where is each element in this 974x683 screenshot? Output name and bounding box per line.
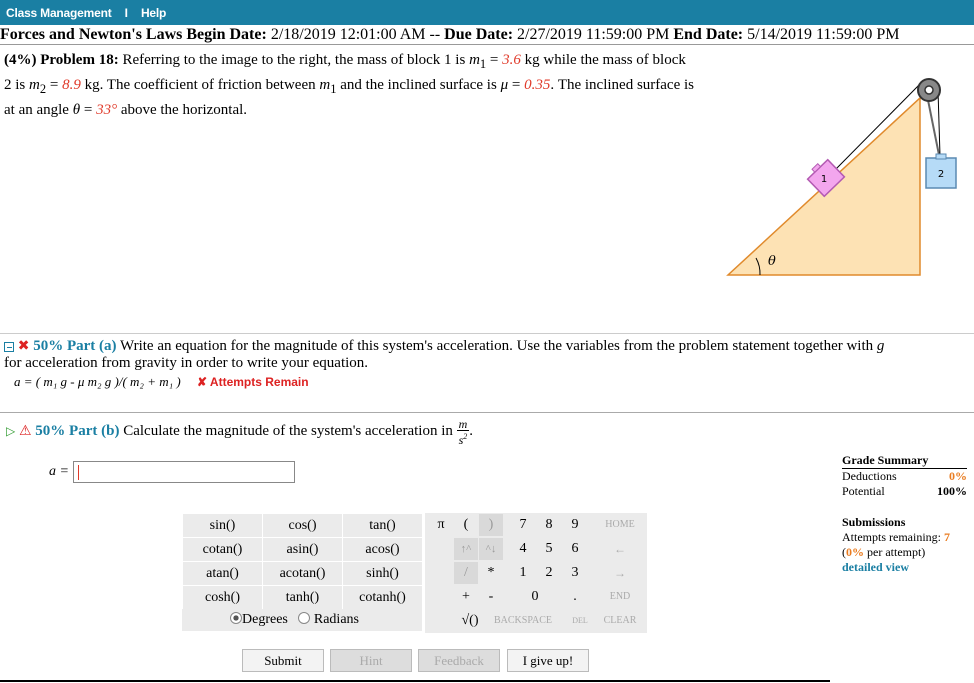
key-9[interactable]: 9 — [571, 517, 579, 532]
key-backspace[interactable]: BACKSPACE — [494, 615, 552, 626]
problem-text-1: Referring to the image to the right, the mass of block 1 is — [122, 52, 466, 68]
func-acos[interactable]: acos() — [343, 538, 423, 562]
menu-separator: I — [124, 6, 128, 20]
due-date: 2/27/2019 11:59:00 PM — [517, 26, 670, 43]
potential-value: 100% — [937, 484, 967, 498]
key-end[interactable]: END — [609, 591, 631, 602]
key-rparen[interactable]: ) — [479, 514, 503, 536]
keypad — [425, 513, 647, 633]
grade-summary-title: Grade Summary — [842, 453, 967, 469]
part-a-line-2: for acceleration from gravity in order to write your equation. — [4, 355, 369, 371]
submissions-title: Submissions — [842, 515, 906, 529]
deductions-row — [842, 469, 967, 484]
grade-summary — [842, 453, 967, 499]
block-1-label: 1 — [820, 174, 828, 185]
func-tan[interactable]: tan() — [343, 514, 423, 538]
part-a-text: Write an equation for the magnitude of this system's acceleration. Use the variables from the problem statement together with — [120, 338, 874, 354]
block-2-hook — [936, 154, 946, 159]
assignment-name: Forces and Newton's Laws — [0, 26, 183, 43]
unit-denominator — [457, 431, 470, 446]
unit-numerator: m — [458, 416, 468, 431]
m1-symbol: m — [469, 52, 480, 68]
collapse-icon[interactable] — [4, 342, 14, 352]
key-left-arrow[interactable]: ← — [614, 542, 626, 556]
part-b-text: Calculate the magnitude of the system's acceleration in — [123, 423, 453, 439]
m1-subscript-2: 1 — [330, 82, 337, 96]
begin-label: Begin Date: — [186, 26, 267, 43]
part-b-section — [0, 412, 974, 446]
potential-label: Potential — [842, 484, 885, 498]
potential-row — [842, 484, 967, 499]
func-asin[interactable]: asin() — [263, 538, 343, 562]
give-up-button[interactable]: I give up! — [507, 649, 589, 672]
key-4[interactable]: 4 — [519, 541, 527, 556]
key-pi[interactable]: π — [437, 517, 445, 532]
problem-label: Problem 18: — [40, 52, 119, 68]
date-sep: -- — [429, 26, 441, 43]
problem-text-6: above the horizontal. — [120, 102, 248, 118]
m2-value: 8.9 — [62, 77, 81, 93]
func-acotan[interactable]: acotan() — [263, 562, 343, 586]
part-b-header: ▷ ⚠ 50% Part (b) Calculate the magnitude of the system's acceleration in $\frac{m}{s^2}$ . — [6, 416, 474, 447]
attempts-label: Attempts remaining: — [842, 530, 941, 544]
end-label: End Date: — [673, 26, 744, 43]
radians-radio[interactable] — [298, 612, 310, 624]
key-5[interactable]: 5 — [545, 541, 553, 556]
key-minus[interactable]: - — [488, 589, 494, 604]
theta-symbol: θ — [72, 102, 81, 118]
problem-text-4: and the inclined surface is — [340, 77, 497, 93]
func-cos[interactable]: cos() — [263, 514, 343, 538]
deductions-label: Deductions — [842, 469, 897, 483]
key-7[interactable]: 7 — [519, 517, 527, 532]
feedback-button[interactable]: Feedback — [418, 649, 500, 672]
part-a-answer: a = ( m₁ g - μ m₂ g )/( m₂ + m₁ ) — [14, 374, 181, 389]
func-atan[interactable]: atan() — [183, 562, 263, 586]
bottom-divider — [0, 680, 830, 682]
answer-input[interactable] — [73, 461, 295, 483]
key-sqrt[interactable]: √() — [461, 613, 479, 628]
answer-label: a = — [49, 464, 69, 479]
unit-fraction — [457, 418, 470, 446]
angle-mode — [182, 609, 422, 631]
block-2-label: 2 — [937, 169, 945, 180]
unit-den-symbol: s — [458, 432, 464, 447]
part-a-label: 50% Part (a) — [33, 338, 117, 354]
deductions-value: 0% — [949, 469, 967, 483]
key-up[interactable]: ↑^ — [454, 538, 478, 560]
degrees-radio[interactable] — [230, 612, 242, 624]
key-8[interactable]: 8 — [545, 517, 553, 532]
part-a-section — [0, 333, 974, 390]
part-a-line-1 — [0, 338, 974, 355]
problem-statement: (4%) Problem 18: Referring to the image to the right, the mass of block 1 is $m_1 = 3.6$ kg while the mass of block 2 is $m_2 = 8.9$ kg. The coefficient of friction between $m_1$ and the inclined surface is μ = 0.35. The inclined surface is at an angle θ = 33° above the horizontal. — [4, 52, 695, 118]
func-cotanh[interactable]: cotanh() — [343, 586, 423, 610]
func-cosh[interactable]: cosh() — [183, 586, 263, 610]
problem-text-2: kg while the mass of block 2 is — [4, 52, 686, 93]
pulley-inner — [925, 86, 933, 94]
menu-help[interactable]: Help — [140, 6, 167, 20]
m1-subscript: 1 — [479, 57, 487, 71]
m1-symbol-2: m — [319, 77, 331, 93]
key-lparen[interactable]: ( — [463, 517, 469, 532]
func-cotan[interactable]: cotan() — [183, 538, 263, 562]
key-star[interactable]: * — [487, 565, 495, 580]
m2-symbol: m — [29, 77, 40, 93]
part-a-answer-row — [0, 374, 974, 390]
mu-value: 0.35 — [524, 77, 551, 93]
key-clear[interactable]: CLEAR — [603, 615, 637, 626]
due-label: Due Date: — [444, 26, 514, 43]
degrees-label: Degrees — [242, 612, 288, 627]
begin-date: 2/18/2019 12:01:00 AM — [270, 26, 426, 43]
angle-label: θ — [768, 254, 776, 269]
per-attempt-pct: 0% — [846, 545, 864, 559]
key-dot[interactable]: . — [573, 589, 577, 604]
submit-button[interactable]: Submit — [242, 649, 324, 672]
part-a-status: ✘ Attempts Remain — [196, 375, 309, 389]
menu-class-management[interactable]: Class Management — [6, 6, 112, 20]
problem-text-3: kg. The coefficient of friction between — [84, 77, 316, 93]
function-buttons — [182, 513, 423, 610]
key-plus[interactable]: + — [462, 589, 470, 604]
key-up-down[interactable]: ^↓ — [479, 538, 503, 560]
func-sinh[interactable]: sinh() — [343, 562, 423, 586]
top-menu-bar — [0, 0, 974, 25]
key-0[interactable]: 0 — [531, 589, 539, 604]
part-b-label: 50% Part (b) — [35, 423, 120, 439]
key-3[interactable]: 3 — [571, 565, 579, 580]
problem-text-5: . The inclined surface is at an angle — [4, 77, 695, 118]
per-attempt-row: (0% per attempt) — [842, 545, 926, 559]
func-sin[interactable]: sin() — [183, 514, 263, 538]
theta-value: 33° — [96, 102, 118, 118]
detailed-view-link[interactable]: detailed view — [842, 560, 909, 574]
key-del[interactable]: DEL — [572, 616, 588, 625]
rope-hanging — [938, 90, 940, 156]
key-right-arrow[interactable]: → — [614, 566, 626, 580]
incline-figure — [720, 78, 970, 278]
per-attempt-text: per attempt) — [867, 545, 926, 559]
key-2[interactable]: 2 — [545, 565, 553, 580]
end-date: 5/14/2019 11:59:00 PM — [747, 26, 900, 43]
problem-weight: (4%) — [4, 52, 37, 68]
assignment-header — [0, 25, 974, 45]
key-slash[interactable]: / — [454, 562, 478, 584]
text-caret — [78, 465, 79, 480]
warning-icon: ⚠ — [18, 423, 32, 439]
m1-value: 3.6 — [502, 52, 521, 68]
incorrect-icon: ✖ — [17, 338, 30, 354]
g-symbol: g — [876, 338, 885, 354]
key-6[interactable]: 6 — [571, 541, 579, 556]
unit-exponent: 2 — [463, 431, 468, 441]
attempts-row — [842, 530, 967, 545]
attempts-value: 7 — [943, 530, 950, 544]
key-home[interactable]: HOME — [605, 519, 635, 530]
submissions-panel — [842, 515, 967, 575]
func-tanh[interactable]: tanh() — [263, 586, 343, 610]
mu-symbol: μ — [500, 77, 509, 93]
expand-icon[interactable]: ▷ — [6, 424, 16, 438]
radians-label: Radians — [313, 612, 359, 627]
hint-button[interactable]: Hint — [330, 649, 412, 672]
m2-subscript: 2 — [39, 82, 47, 96]
key-1[interactable]: 1 — [519, 565, 527, 580]
